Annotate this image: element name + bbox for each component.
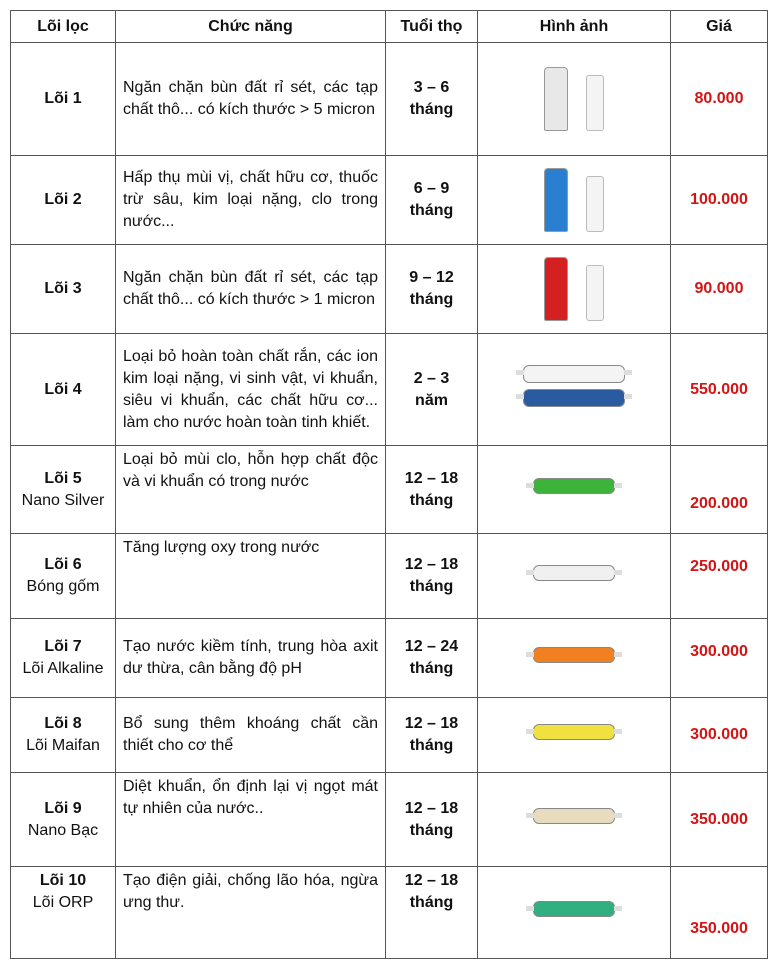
header-filter: Lõi lọc [11,11,116,43]
filter-name: Lõi 9 [44,799,82,817]
filter-name-cell [11,619,116,698]
filter-image [478,773,671,867]
lifespan-unit: năm [415,391,448,409]
filter-function: Ngăn chặn bùn đất rỉ sét, các tạp chất thô... có kích thước > 5 micron [116,43,386,156]
table-row [11,867,768,959]
filter-subname: Nano Silver [21,491,105,509]
lifespan-cell [386,156,478,245]
header-row [11,11,768,43]
filter-name-cell [11,156,116,245]
header-price: Giá [671,11,768,43]
lifespan-cell [386,773,478,867]
lifespan-cell [386,334,478,446]
beige-inline-filter-icon [533,808,615,824]
lifespan-value: 2 – 3 [413,369,450,387]
filter-name: Lõi 3 [44,280,82,297]
lifespan-unit: tháng [409,101,454,118]
filter-function: Tạo điện giải, chống lão hóa, ngừa ưng thư. [116,867,386,959]
lifespan-value: 6 – 9 [413,180,450,197]
filter-price: 300.000 [671,698,768,773]
filter-subname: Nano Bạc [27,821,99,839]
table-row [11,534,768,619]
lifespan-cell [386,245,478,334]
filter-price: 200.000 [671,446,768,534]
filter-function: Tạo nước kiềm tính, trung hòa axit dư thừa, cân bằng độ pH [116,619,386,698]
lifespan-cell [386,43,478,156]
filter-subname: Lõi ORP [32,894,94,911]
filter-name: Lõi 8 [44,715,82,732]
filter-image [478,534,671,619]
lifespan-unit: tháng [409,291,454,308]
lifespan-unit: tháng [409,202,454,219]
filter-image [478,156,671,245]
filter-function: Hấp thụ mùi vị, chất hữu cơ, thuốc trừ sâu, kim loại nặng, clo trong nước... [116,156,386,245]
filter-price: 90.000 [671,245,768,334]
lifespan-unit: tháng [409,660,454,677]
lifespan-cell [386,619,478,698]
table-row [11,245,768,334]
table-row [11,156,768,245]
lifespan-unit: tháng [409,737,454,754]
filter-subname: Bóng gốm [26,578,100,595]
filter-price: 300.000 [671,619,768,698]
filter-name-cell [11,534,116,619]
filter-name-cell [11,334,116,446]
filter-name-cell [11,867,116,959]
lifespan-value: 12 – 24 [404,638,459,655]
filter-table [10,10,768,959]
filter-name-cell [11,43,116,156]
filter-image [478,867,671,959]
filter-image [478,619,671,698]
filter-function: Diệt khuẩn, ổn định lại vị ngọt mát tự nhiên của nước.. [116,773,386,867]
filter-image [478,334,671,446]
table-row [11,43,768,156]
filter-image [478,43,671,156]
table-row [11,446,768,534]
clear-housing-filter-icon [544,67,604,131]
table-row [11,773,768,867]
lifespan-value: 12 – 18 [404,872,459,889]
filter-image [478,698,671,773]
lifespan-value: 12 – 18 [404,469,459,487]
ro-membrane-icon [523,365,625,407]
filter-name-cell [11,446,116,534]
white-inline-filter-icon [533,565,615,581]
filter-name-cell [11,245,116,334]
lifespan-value: 12 – 18 [404,715,459,732]
filter-name: Lõi 7 [44,638,82,655]
filter-price: 350.000 [671,773,768,867]
filter-function: Loại bỏ mùi clo, hỗn hợp chất độc và vi khuẩn có trong nước [116,446,386,534]
header-lifespan: Tuổi thọ [386,11,478,43]
filter-subname: Lõi Maifan [26,737,100,754]
lifespan-cell [386,867,478,959]
filter-subname: Lõi Alkaline [22,660,104,677]
filter-name: Lõi 2 [44,191,82,208]
header-image: Hình ảnh [478,11,671,43]
lifespan-unit: tháng [409,491,454,509]
filter-name: Lõi 1 [44,90,82,107]
filter-price: 80.000 [671,43,768,156]
filter-name-cell [11,773,116,867]
orange-inline-filter-icon [533,647,615,663]
filter-price: 100.000 [671,156,768,245]
filter-name: Lõi 10 [39,872,87,889]
filter-price: 250.000 [671,534,768,619]
filter-name: Lõi 5 [44,469,82,487]
filter-price: 350.000 [671,867,768,959]
lifespan-cell [386,698,478,773]
teal-inline-filter-icon [533,901,615,917]
filter-function: Loại bỏ hoàn toàn chất rắn, các ion kim loại nặng, vi sinh vật, vi khuẩn, siêu vi khuẩn, các chất hữu cơ... làm cho nước hoàn toàn tinh khiết. [116,334,386,446]
filter-name: Lõi 4 [44,380,82,398]
lifespan-cell [386,446,478,534]
header-function: Chức năng [116,11,386,43]
lifespan-value: 9 – 12 [409,269,454,286]
yellow-inline-filter-icon [533,724,615,740]
filter-function: Tăng lượng oxy trong nước [116,534,386,619]
filter-image [478,245,671,334]
lifespan-unit: tháng [409,894,454,911]
lifespan-unit: tháng [409,821,454,839]
filter-image [478,446,671,534]
table-row [11,334,768,446]
table-row [11,619,768,698]
table-row [11,698,768,773]
lifespan-value: 12 – 18 [404,556,459,573]
filter-function: Ngăn chặn bùn đất rỉ sét, các tạp chất thô... có kích thước > 1 micron [116,245,386,334]
red-housing-filter-icon [544,257,604,321]
lifespan-value: 12 – 18 [404,799,459,817]
filter-price: 550.000 [671,334,768,446]
lifespan-value: 3 – 6 [413,79,450,96]
filter-name-cell [11,698,116,773]
filter-name: Lõi 6 [44,556,82,573]
blue-housing-filter-icon [544,168,604,232]
lifespan-unit: tháng [409,578,454,595]
filter-function: Bổ sung thêm khoáng chất cần thiết cho cơ thể [116,698,386,773]
green-inline-filter-icon [533,478,615,494]
lifespan-cell [386,534,478,619]
